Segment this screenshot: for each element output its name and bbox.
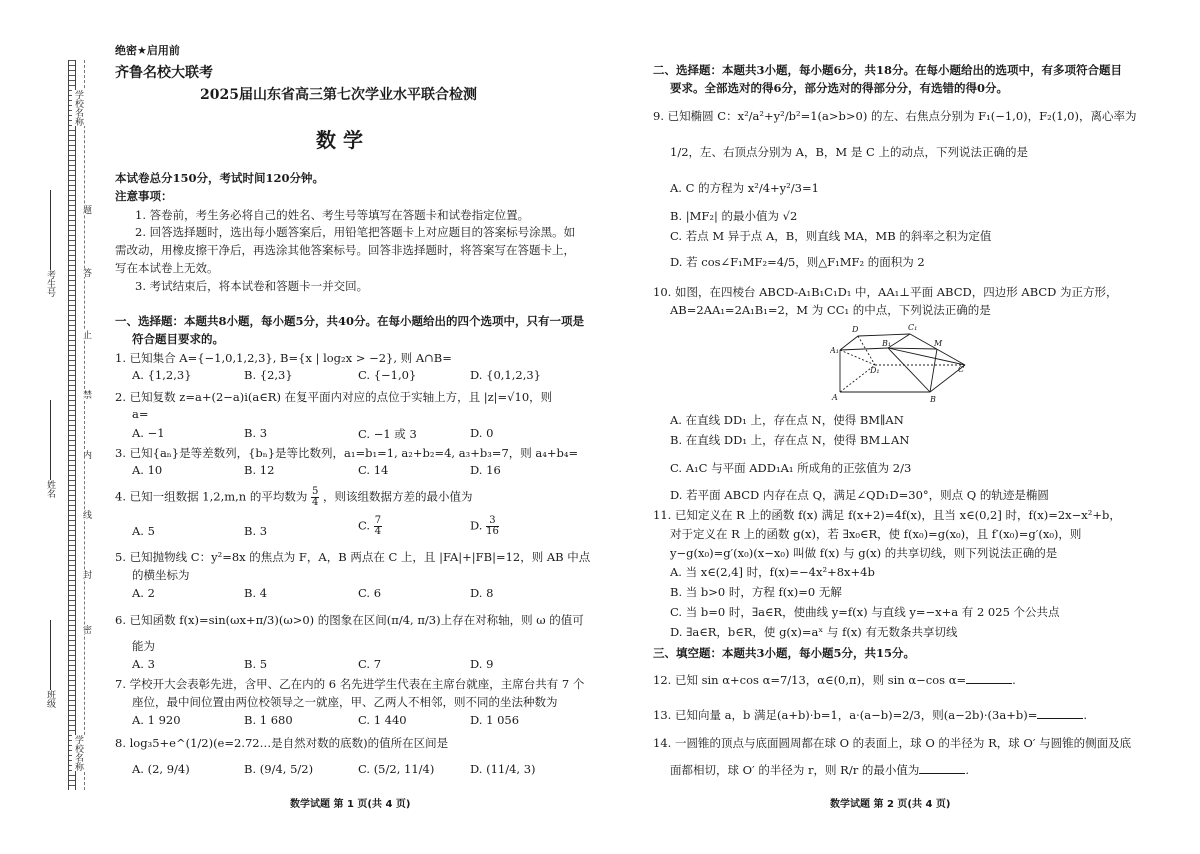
q3-option-c: C. 14	[358, 463, 389, 477]
q9-option-d: D. 若 cos∠F₁MF₂=4/5，则△F₁MF₂ 的面积为 2	[670, 255, 925, 269]
q4-frac-den: 4	[312, 497, 319, 508]
section3-title: 三、填空题：本题共3小题，每小题5分，共15分。	[653, 646, 916, 660]
q3-stem: 3. 已知{aₙ}是等差数列，{bₙ}是等比数列，a₁=b₁=1, a₂+b₂=4, a₃+b₃=7，则 a₄+b₄=	[115, 446, 579, 460]
q6-option-c: C. 7	[358, 657, 382, 671]
seal-char-4: 禁	[81, 390, 91, 399]
exam-number-line	[50, 190, 51, 270]
q7-stem-cont: 座位，最中间位置由两位校领导之一就座，甲、乙两人不相邻，则不同的坐法种数为	[132, 695, 558, 709]
q10-stem: 10. 如图，在四棱台 ABCD-A₁B₁C₁D₁ 中，AA₁⊥平面 ABCD，四边形 ABCD 为正方形，	[653, 285, 1118, 299]
segment-B1-M	[888, 348, 937, 349]
league-name: 齐鲁名校大联考	[115, 65, 213, 81]
q4-option-b: B. 3	[244, 524, 268, 538]
label-C: C	[958, 365, 965, 374]
section1-title: 一、选择题：本题共8小题，每小题5分，共40分。在每小题给出的四个选项中，只有一项是	[115, 314, 585, 328]
note-3: 3. 考试结束后，将本试卷和答题卡一并交回。	[135, 279, 369, 293]
q14-text: 面都相切，球 O′ 的半径为 r，则 R/r 的最小值为	[670, 763, 920, 777]
q5-option-d: D. 8	[470, 586, 494, 600]
q5-stem: 5. 已知抛物线 C：y²=8x 的焦点为 F，A，B 两点在 C 上，且 |FA|+|FB|=12，则 AB 中点	[115, 550, 591, 564]
edge-B1-B	[888, 348, 930, 392]
q1-option-c: C. {−1,0}	[358, 368, 417, 382]
hidden-edge-D-D1	[858, 336, 875, 365]
q2-option-b: B. 3	[244, 426, 268, 440]
q7-option-c: C. 1 440	[358, 713, 407, 727]
q7-option-d: D. 1 056	[470, 713, 520, 727]
label-M: M	[934, 339, 943, 348]
q5-option-a: A. 2	[132, 586, 155, 600]
note-1: 1. 答卷前，考生务必将自己的姓名、考生号等填写在答题卡和试卷指定位置。	[135, 208, 530, 222]
exam-title: 2025届山东省高三第七次学业水平联合检测	[200, 87, 477, 103]
q12-stem: 12. 已知 sin α+cos α=7/13，α∈(0,π)，则 sin α−cos α= .	[653, 673, 1016, 687]
school-label-top: 学校名称	[73, 90, 83, 126]
q2-stem-cont: a=	[132, 407, 149, 421]
q8-option-d: D. (11/4, 3)	[470, 762, 536, 776]
section1-title-cont: 符合题目要求的。	[132, 332, 224, 346]
q4-stem-a: 4. 已知一组数据 1,2,m,n 的平均数为	[115, 489, 308, 504]
seal-char-6: 线	[81, 510, 91, 519]
q8-option-b: B. (9/4, 5/2)	[244, 762, 314, 776]
note-2b: 需改动，用橡皮擦干净后，再选涂其他答案标号。回答非选择题时，将答案写在答题卡上，	[115, 243, 575, 257]
class-line	[50, 620, 51, 690]
q6-option-a: A. 3	[132, 657, 155, 671]
q4-option-a: A. 5	[132, 524, 155, 538]
frustum-figure	[830, 320, 970, 405]
page-1	[110, 0, 590, 854]
q2-option-c: C. −1 或 3	[358, 427, 417, 441]
q9-option-b: B. |MF₂| 的最小值为 √2	[670, 209, 798, 223]
q1-option-a: A. {1,2,3}	[132, 368, 192, 382]
q6-stem: 6. 已知函数 f(x)=sin(ωx+π/3)(ω>0) 的图象在区间(π/4, π/3)上存在对称轴，则 ω 的值可	[115, 613, 584, 627]
notes-title: 注意事项：	[115, 189, 173, 203]
q7-option-a: A. 1 920	[132, 713, 181, 727]
q5-option-b: B. 4	[244, 586, 268, 600]
label-B: B	[930, 395, 936, 404]
q2-option-d: D. 0	[470, 426, 494, 440]
q4-fraction	[311, 487, 319, 508]
dashed-cut-line	[84, 60, 85, 790]
q5-option-c: C. 6	[358, 586, 382, 600]
subject-title: 数 学	[316, 128, 363, 152]
segment-B-M	[930, 349, 937, 392]
seal-char-8: 密	[81, 625, 91, 634]
q4-option-c-num: 7	[374, 515, 382, 526]
q3-option-b: B. 12	[244, 463, 275, 477]
seal-char-5: 内	[81, 450, 91, 459]
note-2a: 2. 回答选择题时，选出每小题答案后，用铅笔把答题卡上对应题目的答案标号涂黑。如	[135, 225, 576, 239]
q2-option-a: A. −1	[132, 426, 165, 440]
q7-option-b: B. 1 680	[244, 713, 293, 727]
seal-char-1: 题	[81, 205, 91, 214]
q9-stem-cont: 1/2，左、右顶点分别为 A，B，M 是 C 上的动点，下列说法正确的是	[670, 145, 1028, 159]
q3-option-a: A. 10	[132, 463, 163, 477]
q12-answer-blank	[966, 673, 1012, 684]
hidden-edge-A1-D1	[840, 350, 875, 365]
q12-text: 12. 已知 sin α+cos α=7/13，α∈(0,π)，则 sin α−cos α=	[653, 673, 967, 687]
q4-frac-num: 5	[312, 486, 319, 497]
edge-D-C1	[858, 334, 910, 336]
class-label: 班级	[45, 690, 55, 708]
q3-option-d: D. 16	[470, 463, 501, 477]
section2-title: 二、选择题：本题共3小题，每小题6分，共18分。在每小题给出的选项中，有多项符合题目	[653, 63, 1123, 77]
q11-option-c: C. 当 b=0 时，∃a∈R，使曲线 y=f(x) 与直线 y=−x+a 有 2 025 个公共点	[670, 605, 1060, 619]
q2-stem: 2. 已知复数 z=a+(2−a)i(a∈R) 在复平面内对应的点位于实轴上方，且 |z|=√10，则	[115, 390, 553, 404]
page-footer-left: 数学试题 第 1 页(共 4 页)	[290, 799, 411, 810]
label-C1: C₁	[908, 323, 918, 332]
q9-stem: 9. 已知椭圆 C：x²/a²+y²/b²=1(a>b>0) 的左、右焦点分别为 F₁(−1,0)，F₂(1,0)，离心率为	[653, 109, 1137, 123]
q6-option-d: D. 9	[470, 657, 494, 671]
q14-answer-blank	[919, 763, 965, 774]
q11-option-a: A. 当 x∈(2,4] 时，f(x)=−4x²+8x+4b	[670, 565, 875, 579]
q9-option-a: A. C 的方程为 x²/4+y²/3=1	[670, 181, 819, 195]
edge-B1-C1	[888, 334, 910, 348]
q4-option-c-frac	[374, 516, 382, 537]
q10-option-d: D. 若平面 ABCD 内存在点 Q，满足∠QD₁D=30°，则点 Q 的轨迹是椭圆	[670, 488, 1049, 502]
q11-stem-cont2: y−g(x₀)=g′(x₀)(x−x₀) 叫做 f(x) 与 g(x) 的共享切线，则下列说法正确的是	[670, 546, 1058, 560]
page-2	[645, 0, 1155, 854]
label-D1: D₁	[870, 366, 880, 375]
q4-option-d-label: D.	[470, 518, 483, 533]
seal-char-2: 答	[81, 268, 91, 277]
q8-option-c: C. (5/2, 11/4)	[358, 762, 435, 776]
label-B1: B₁	[882, 339, 892, 348]
q11-option-d: D. ∃a∈R，b∈R，使 g(x)=aˣ 与 f(x) 有无数条共享切线	[670, 625, 958, 639]
edge-A1-D	[840, 336, 858, 350]
q14-stem: 14. 一圆锥的顶点与底面圆周都在球 O 的表面上，球 O 的半径为 R，球 O′ 与圆锥的侧面及底	[653, 736, 1132, 750]
exam-totals: 本试卷总分150分，考试时间120分钟。	[115, 171, 325, 185]
q4-option-c-label: C.	[358, 518, 371, 533]
label-A: A	[832, 393, 838, 402]
q6-option-b: B. 5	[244, 657, 268, 671]
page-footer-right: 数学试题 第 2 页(共 4 页)	[830, 799, 951, 810]
q11-stem: 11. 已知定义在 R 上的函数 f(x) 满足 f(x+2)=4f(x)，且当 x∈(0,2] 时，f(x)=2x−x²+b，	[653, 508, 1121, 522]
q4-option-c	[358, 516, 382, 537]
q13-stem: 13. 已知向量 a，b 满足(a+b)·b=1，a·(a−b)=2/3，则(a−2b)·(3a+b)= .	[653, 708, 1087, 722]
q9-option-c: C. 若点 M 异于点 A，B，则直线 MA，MB 的斜率之积为定值	[670, 229, 992, 243]
q10-option-c: C. A₁C 与平面 ADD₁A₁ 所成角的正弦值为 2/3	[670, 461, 912, 475]
q11-option-b: B. 当 b>0 时，方程 f(x)=0 无解	[670, 585, 842, 599]
name-label: 姓名	[45, 480, 55, 498]
q4-option-d-den: 16	[486, 526, 499, 537]
q8-stem: 8. log₃5+e^(1/2)(e=2.72…是自然对数的底数)的值所在区间是	[115, 736, 449, 750]
q1-option-b: B. {2,3}	[244, 368, 293, 382]
q4-option-d-frac	[486, 516, 499, 537]
q13-text: 13. 已知向量 a，b 满足(a+b)·b=1，a·(a−b)=2/3，则(a−2b)·(3a+b)=	[653, 708, 1038, 722]
edge-A1-B1	[840, 348, 888, 350]
q4-option-d	[470, 516, 499, 537]
q5-stem-cont: 的横坐标为	[132, 568, 190, 582]
seal-char-7: 封	[81, 570, 91, 579]
q7-stem: 7. 学校开大会表彰先进，含甲、乙在内的 6 名先进学生代表在主席台就座，主席台共有 7 个	[115, 677, 585, 691]
q8-option-a: A. (2, 9/4)	[132, 762, 190, 776]
q4-stem	[115, 487, 473, 508]
q4-stem-b: ，则该组数据方差的最小值为	[323, 489, 473, 504]
q10-option-b: B. 在直线 DD₁ 上，存在点 N，使得 BM⊥AN	[670, 433, 910, 447]
label-A1: A₁	[830, 346, 839, 355]
q10-stem-cont: AB=2AA₁=2A₁B₁=2，M 为 CC₁ 的中点，下列说法正确的是	[670, 303, 991, 317]
binding-border-pattern	[68, 60, 76, 790]
section2-title-cont: 要求。全部选对的得6分，部分选对的得部分分，有选错的得0分。	[670, 81, 1008, 95]
q4-option-d-num: 3	[486, 516, 499, 527]
q4-option-c-den: 4	[374, 526, 382, 537]
segment-B1-C	[888, 348, 965, 365]
q13-answer-blank	[1037, 708, 1083, 719]
school-label-bottom: 学校名称	[73, 735, 83, 771]
exam-number-label: 考生号	[45, 270, 55, 297]
seal-char-3: 止	[81, 330, 91, 339]
q14-stem-cont: 面都相切，球 O′ 的半径为 r，则 R/r 的最小值为 .	[670, 763, 969, 777]
name-line	[50, 400, 51, 480]
label-D: D	[852, 325, 859, 334]
q6-stem-cont: 能为	[132, 639, 155, 653]
note-2c: 写在本试卷上无效。	[115, 261, 219, 275]
confidential-mark: 绝密★启用前	[115, 44, 180, 57]
q10-option-a: A. 在直线 DD₁ 上，存在点 N，使得 BM∥AN	[670, 413, 904, 427]
q1-stem: 1. 已知集合 A={−1,0,1,2,3}, B={x | log₂x > −2}, 则 A∩B=	[115, 351, 452, 365]
binding-margin	[0, 0, 110, 854]
q11-stem-cont: 对于定义在 R 上的函数 g(x)，若 ∃x₀∈R，使 f(x₀)=g(x₀)，且 f′(x₀)=g′(x₀)，则	[670, 527, 1082, 541]
q1-option-d: D. {0,1,2,3}	[470, 368, 541, 382]
